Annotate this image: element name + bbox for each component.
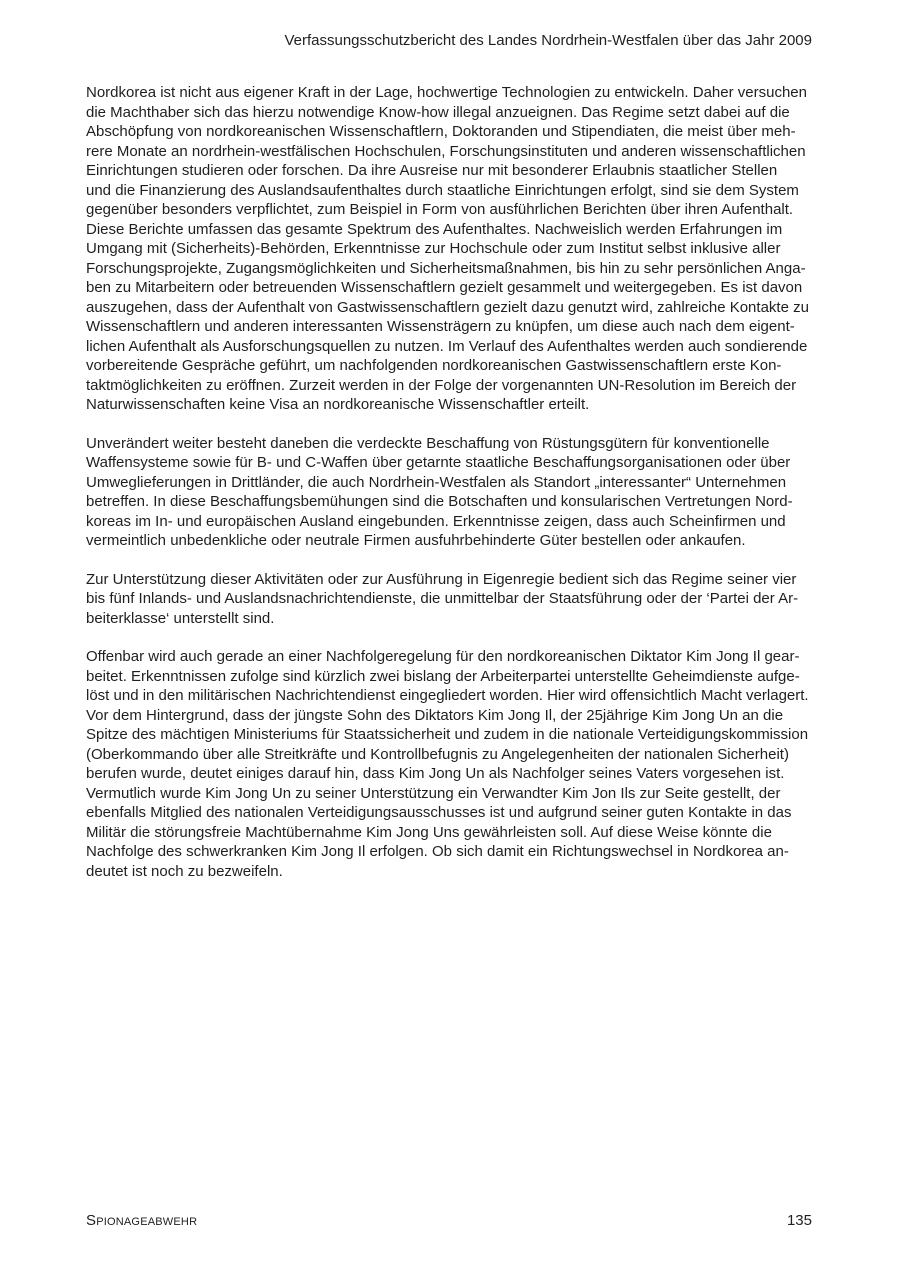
text-line: bis fünf Inlands- und Auslandsnachrichtendienste, die unmittelbar der Staatsführung oder der ‘Partei der Ar-: [86, 590, 799, 607]
text-line: betreffen. In diese Beschaffungsbemühungen sind die Botschaften und konsularischen Vertretungen Nord-: [86, 493, 793, 510]
text-line: Umweglieferungen in Drittländer, die auch Nordrhein-Westfalen als Standort „interessanter“ Unternehmen: [86, 473, 787, 491]
text-line: lichen Aufenthalt als Ausforschungsquellen zu nutzen. Im Verlauf des Aufenthaltes werden auch sondierende: [86, 337, 808, 355]
text-line: Unverändert weiter besteht daneben die verdeckte Beschaffung von Rüstungsgütern für konventionelle: [86, 434, 770, 452]
paragraph-4: [86, 647, 814, 881]
paragraph-2: [86, 434, 814, 551]
text-line: auszugehen, dass der Aufenthalt von Gastwissenschaftlern gezielt dazu genutzt wird, zahlreiche Kontakte zu: [86, 298, 809, 316]
text-line: Umgang mit (Sicherheits)-Behörden, Erkenntnisse zur Hochschule oder zum Institut selbst inklusive aller: [86, 240, 781, 257]
text-line: Wissenschaftlern und anderen interessanten Wissensträgern zu knüpfen, um diese auch nach dem eigent-: [86, 318, 795, 335]
text-line: vorbereitende Gespräche geführt, um nachfolgenden nordkoreanischen Gastwissenschaftlern erste Kon-: [86, 357, 782, 374]
text-line: Militär die störungsfreie Machtübernahme Kim Jong Uns gewährleisten soll. Auf diese Weise könnte die: [86, 823, 772, 841]
text-line: Zur Unterstützung dieser Aktivitäten oder zur Ausführung in Eigenregie bedient sich das Regime seiner vier: [86, 570, 797, 588]
text-line: beiterklasse‘ unterstellt sind.: [86, 609, 275, 627]
text-line: Offenbar wird auch gerade an einer Nachfolgeregelung für den nordkoreanischen Diktator Kim Jong Il gear-: [86, 648, 800, 665]
text-line: ebenfalls Mitglied des nationalen Verteidigungsausschusses ist und aufgrund seiner guten Kontakte in das: [86, 804, 792, 821]
text-line: gegenüber besonders verpflichtet, zum Beispiel in Form von ausführlichen Berichten über ihren Aufenthalt.: [86, 201, 794, 218]
text-line: Diese Berichte umfassen das gesamte Spektrum des Aufenthaltes. Nachweislich werden Erfahrungen im: [86, 220, 783, 238]
text-line: berufen wurde, deutet einiges darauf hin, dass Kim Jong Un als Nachfolger seines Vaters vorgesehen ist.: [86, 765, 785, 782]
text-line: vermeintlich unbedenkliche oder neutrale Firmen ausfuhrbehinderte Güter bestellen oder ankaufen.: [86, 532, 746, 549]
text-line: Abschöpfung von nordkoreanischen Wissenschaftlern, Doktoranden und Stipendiaten, die meist über meh-: [86, 123, 796, 140]
text-line: Nordkorea ist nicht aus eigener Kraft in der Lage, hochwertige Technologien zu entwickeln. Daher versuchen: [86, 84, 807, 101]
text-line: rere Monate an nordrhein-westfälischen Hochschulen, Forschungsinstituten und anderen wissenschaftlichen: [86, 142, 806, 160]
text-line: Einrichtungen studieren oder forschen. Da ihre Ausreise nur mit besonderer Erlaubnis staatlicher Stellen: [86, 162, 778, 179]
body-text: [86, 83, 814, 900]
text-line: und die Finanzierung des Auslandsaufenthaltes durch staatliche Einrichtungen erfolgt, sind sie dem System: [86, 181, 799, 199]
text-line: Vermutlich wurde Kim Jong Un zu seiner Unterstützung ein Verwandter Kim Jon Ils zur Seite gestellt, der: [86, 784, 781, 802]
footer-section-title: Spionageabwehr: [86, 1212, 198, 1229]
paragraph-1: [86, 83, 814, 415]
text-line: koreas im In- und europäischen Ausland eingebunden. Erkenntnisse zeigen, dass auch Scheinfirmen und: [86, 512, 786, 530]
text-line: taktmöglichkeiten zu eröffnen. Zurzeit werden in der Folge der vorgenannten UN-Resolution im Bereich der: [86, 376, 797, 394]
text-line: Nachfolge des schwerkranken Kim Jong Il erfolgen. Ob sich damit ein Richtungswechsel in Nordkorea an-: [86, 843, 789, 860]
text-line: die Machthaber sich das hierzu notwendige Know-how illegal anzueignen. Das Regime setzt dabei auf die: [86, 103, 790, 121]
text-line: Naturwissenschaften keine Visa an nordkoreanische Wissenschaftler erteilt.: [86, 396, 590, 413]
page-number: 135: [786, 1212, 812, 1229]
text-line: (Oberkommando über alle Streitkräfte und Kontrollbefugnis zu Angelegenheiten der nationalen Sicherheit): [86, 745, 789, 763]
text-line: deutet ist noch zu bezweifeln.: [86, 862, 283, 880]
text-line: Waffensysteme sowie für B- und C-Waffen über getarnte staatliche Beschaffungsorganisationen oder über: [86, 454, 791, 471]
text-line: löst und in den militärischen Nachrichtendienst eingegliedert worden. Hier wird offensichtlich Macht verlagert.: [86, 687, 809, 704]
text-line: Vor dem Hintergrund, dass der jüngste Sohn des Diktators Kim Jong Il, der 25jährige Kim Jong Un an die: [86, 706, 784, 724]
text-line: ben zu Mitarbeitern oder betreuenden Wissenschaftlern gezielt gesammelt und weitergegeben. Es ist davon: [86, 279, 803, 296]
text-line: beitet. Erkenntnissen zufolge sind kürzlich zwei bislang der Arbeiterpartei unterstellte Geheimdienste aufge-: [86, 667, 800, 685]
text-line: Forschungsprojekte, Zugangsmöglichkeiten und Sicherheitsmaßnahmen, bis hin zu sehr persönlichen Anga-: [86, 259, 806, 277]
text-line: Spitze des mächtigen Ministeriums für Staatssicherheit und zudem in die nationale Verteidigungskommission: [86, 726, 809, 743]
running-header: Verfassungsschutzbericht des Landes Nordrhein-Westfalen über das Jahr 2009: [284, 32, 812, 49]
paragraph-3: [86, 570, 814, 629]
